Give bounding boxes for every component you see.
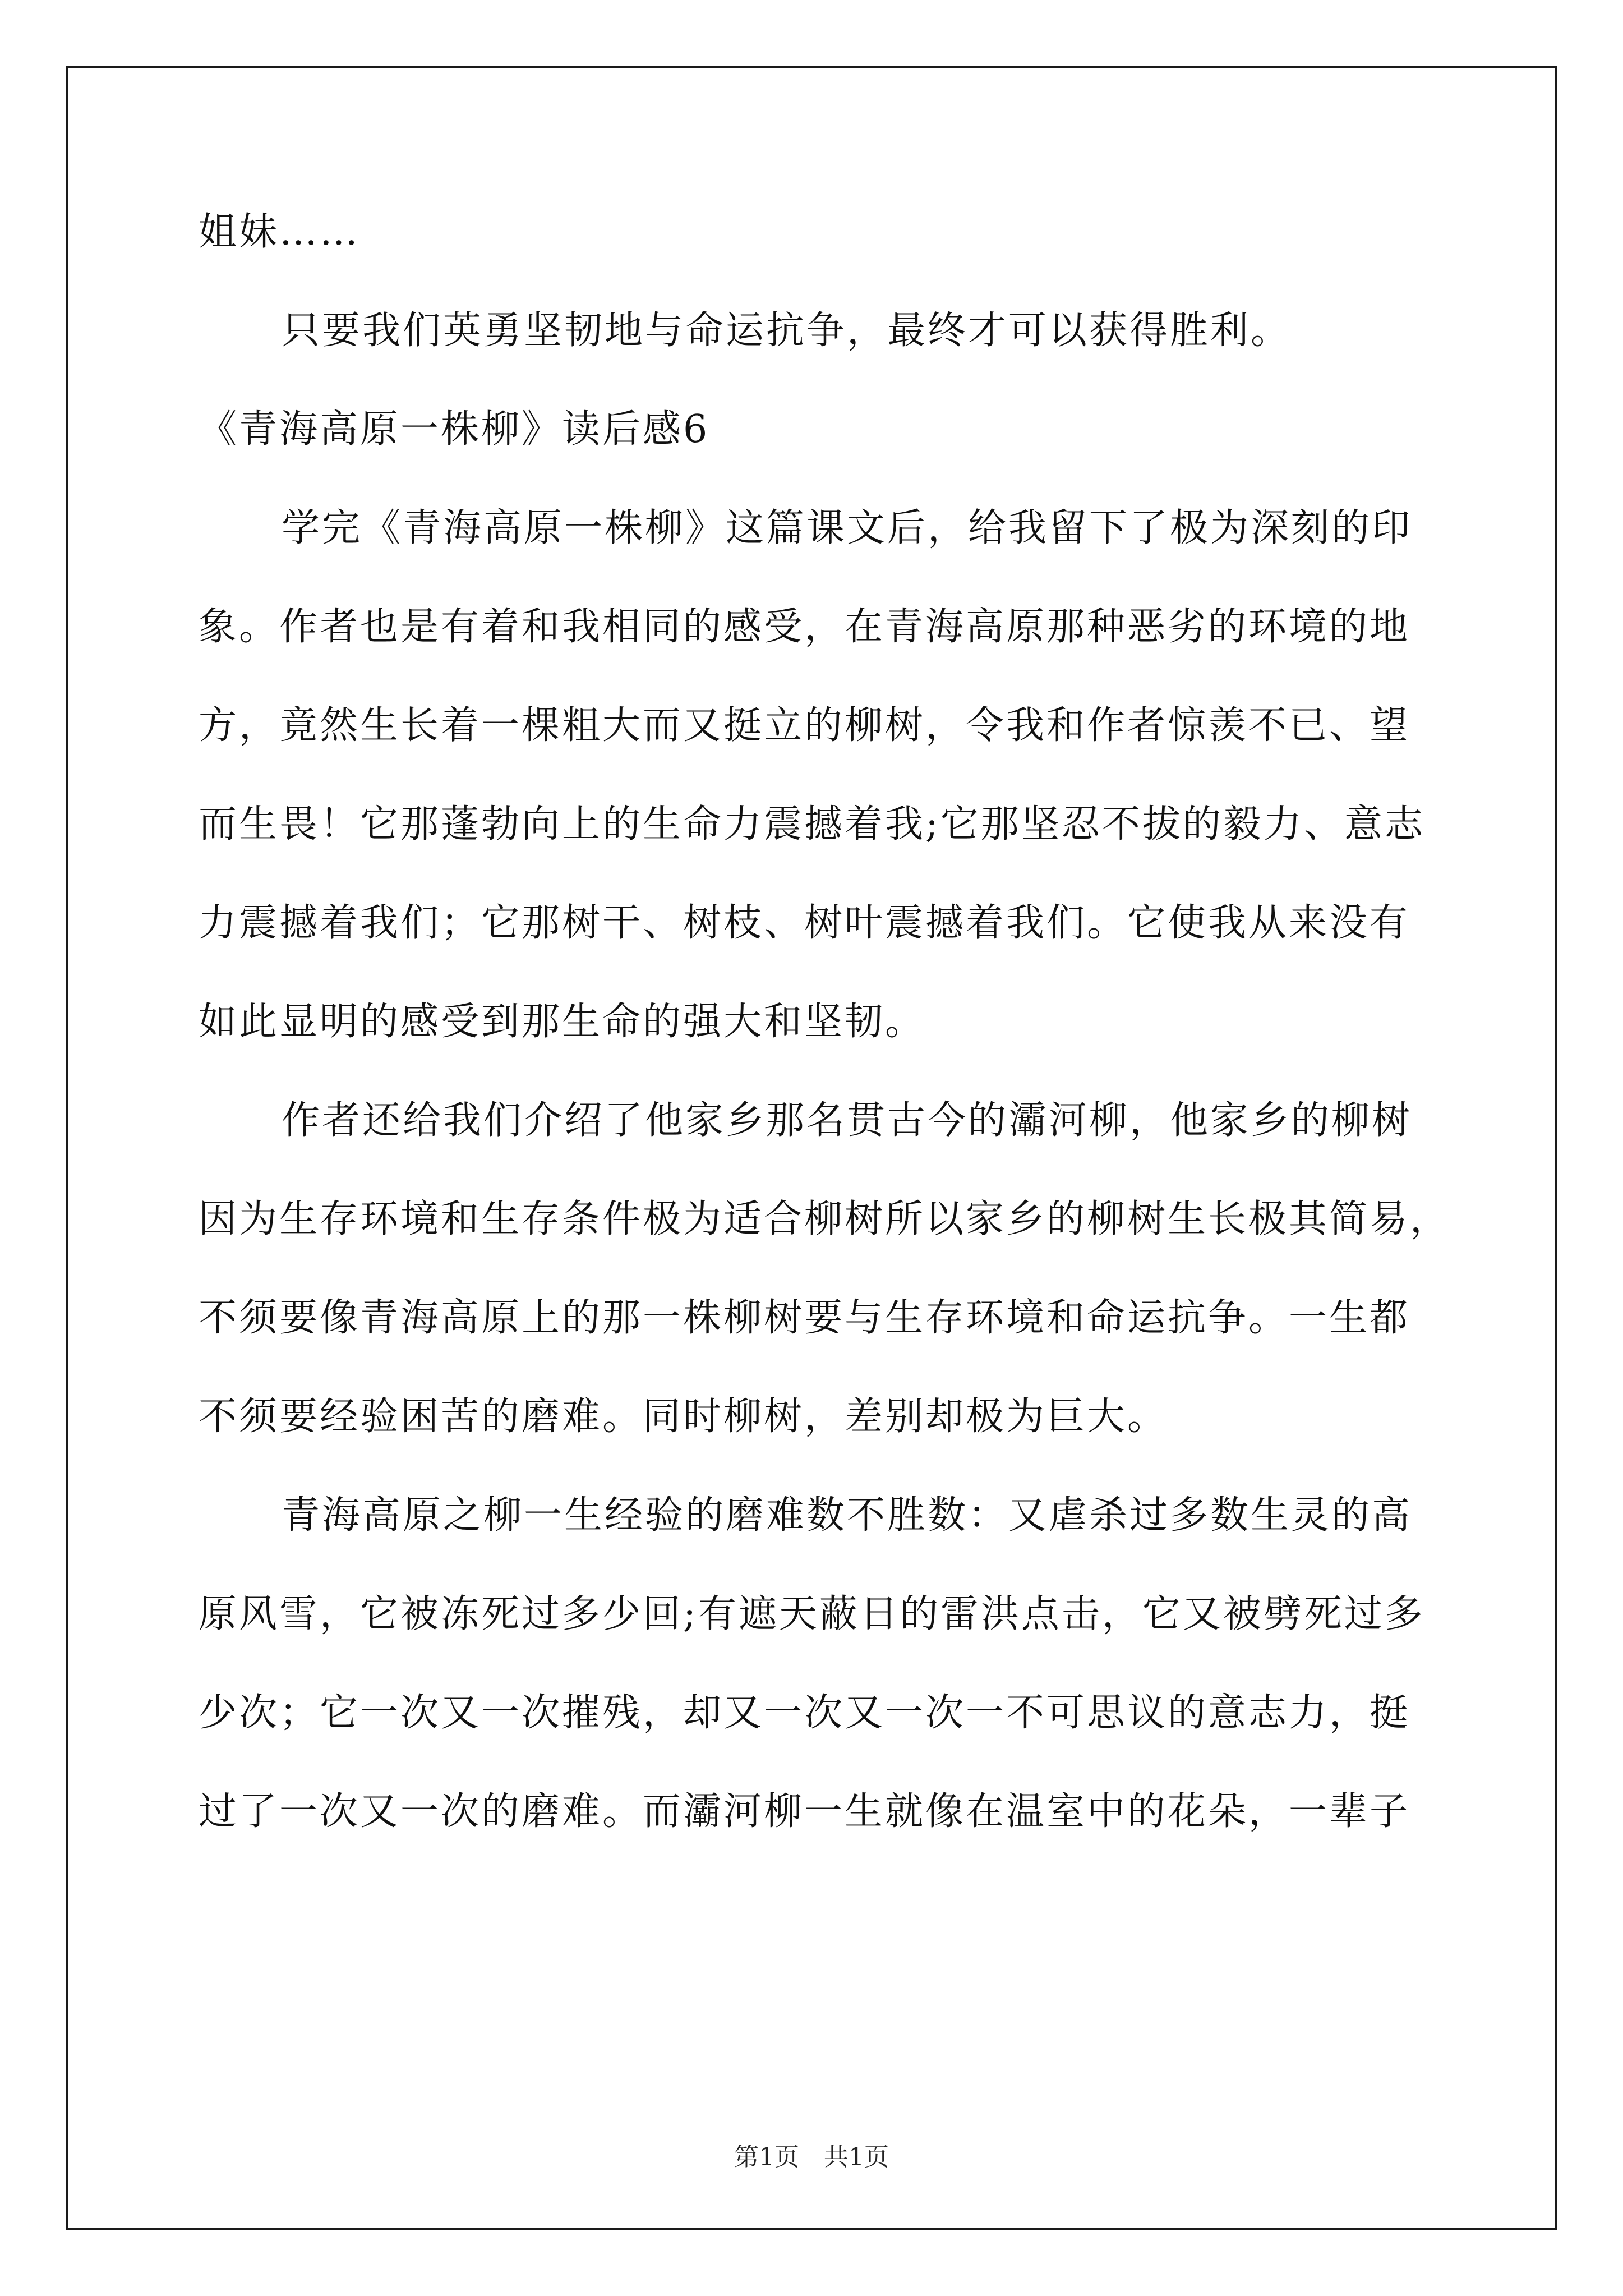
section-heading: 《青海高原一株柳》读后感6 — [199, 407, 710, 452]
text-line: 少次；它一次又一次摧残，却又一次又一次一不可思议的意志力，挺 — [199, 1691, 1410, 1735]
text-line: 不须要经验困苦的磨难。同时柳树，差别却极为巨大。 — [199, 1395, 1168, 1439]
text-line: 因为生存环境和生存条件极为适合柳树所以家乡的柳树生长极其简易， — [199, 1197, 1451, 1241]
page-footer: 第1页 共1页 — [734, 2143, 889, 2171]
text-line: 象。作者也是有着和我相同的感受，在青海高原那种恶劣的环境的地 — [199, 605, 1410, 649]
page-frame — [66, 66, 1557, 2230]
text-line: 方，竟然生长着一棵粗大而又挺立的柳树，令我和作者惊羡不已、望 — [199, 703, 1410, 748]
text-line: 如此显明的感受到那生命的强大和坚韧。 — [199, 1000, 926, 1044]
text-line: 原风雪，它被冻死过多少回;有遮天蔽日的雷洪点击，它又被劈死过多 — [199, 1592, 1425, 1636]
text-line: 力震撼着我们；它那树干、树枝、树叶震撼着我们。它使我从来没有 — [199, 901, 1410, 945]
text-line: 过了一次又一次的磨难。而灞河柳一生就像在温室中的花朵，一辈子 — [199, 1789, 1410, 1834]
text-line: 不须要像青海高原上的那一株柳树要与生存环境和命运抗争。一生都 — [199, 1296, 1410, 1340]
text-line: 学完《青海高原一株柳》这篇课文后，给我留下了极为深刻的印 — [282, 506, 1413, 550]
text-line: 作者还给我们介绍了他家乡那名贯古今的灞河柳，他家乡的柳树 — [282, 1098, 1413, 1143]
text-line: 青海高原之柳一生经验的磨难数不胜数：又虐杀过多数生灵的高 — [282, 1493, 1413, 1538]
text-line: 姐妹…… — [199, 210, 361, 254]
text-line: 而生畏！它那蓬勃向上的生命力震撼着我;它那坚忍不拔的毅力、意志 — [199, 802, 1425, 846]
text-line: 只要我们英勇坚韧地与命运抗争，最终才可以获得胜利。 — [282, 309, 1292, 353]
